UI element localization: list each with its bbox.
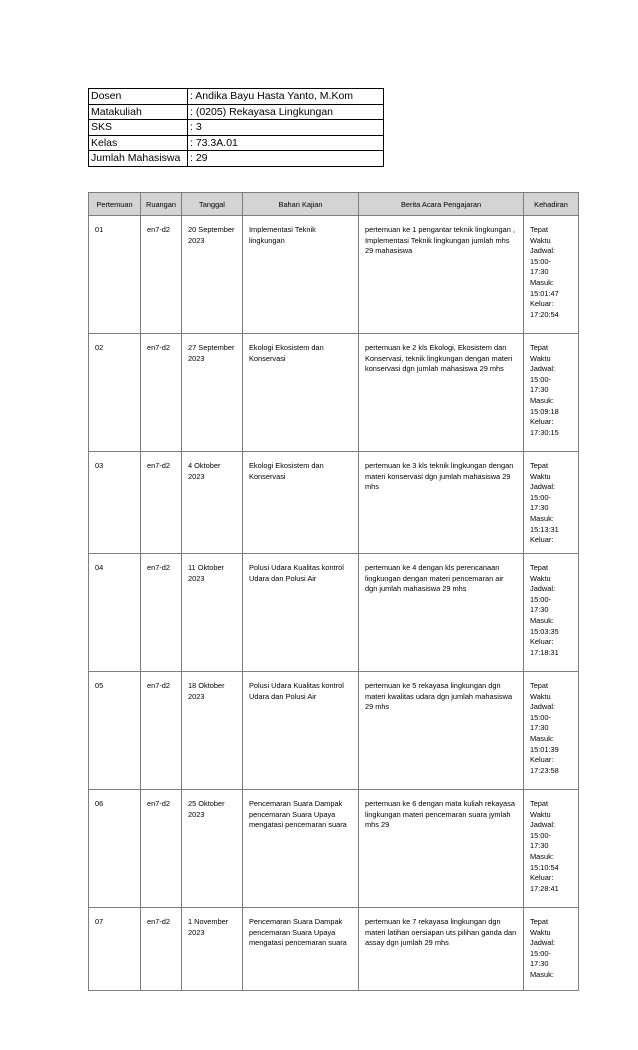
kehadiran-line: 15:00- <box>530 594 551 604</box>
bahan-kajian-cell: Pencemaran Suara Dampak pencemaran Suara Upaya mengatasi pencemaran suara <box>243 790 359 908</box>
berita-acara-cell: pertemuan ke 4 dengan kls perencanaan lingkungan dengan materi pencemaran air dgn jumlah mahasiswa 29 mhs <box>359 554 524 672</box>
kehadiran-line: 15:03:35 <box>530 626 559 636</box>
pertemuan-cell: 01 <box>89 216 141 334</box>
table-row <box>89 452 579 554</box>
ruangan-cell: en7-d2 <box>141 908 182 991</box>
sks-label: SKS <box>89 120 188 136</box>
header-bahan-kajian: Bahan Kajian <box>243 193 359 216</box>
kehadiran-cell <box>524 908 579 991</box>
kehadiran-line: Waktu <box>530 927 551 937</box>
kehadiran-line: 17:30 <box>530 385 549 395</box>
kehadiran-line: Waktu <box>530 809 551 819</box>
kehadiran-line: Waktu <box>530 353 551 363</box>
kehadiran-line: 17:28:41 <box>530 883 559 893</box>
kehadiran-line: 15:10:54 <box>530 862 559 872</box>
kehadiran-line: Tepat <box>530 225 549 234</box>
header-ruangan: Ruangan <box>141 193 182 216</box>
info-row-matakuliah <box>89 104 384 120</box>
matakuliah-label: Matakuliah <box>89 104 188 120</box>
kehadiran-line: Keluar: <box>530 873 554 883</box>
info-row-jumlah <box>89 151 384 167</box>
kehadiran-line: Keluar: <box>530 755 554 765</box>
tanggal-cell: 4 Oktober 2023 <box>182 452 243 554</box>
kehadiran-line: 17:30 <box>530 841 549 851</box>
kehadiran-line: 15:01:47 <box>530 288 559 298</box>
kehadiran-line: 15:00- <box>530 830 551 840</box>
attendance-body <box>89 216 579 991</box>
matakuliah-value: : (0205) Rekayasa Lingkungan <box>188 104 384 120</box>
dosen-value: : Andika Bayu Hasta Yanto, M.Kom <box>188 89 384 105</box>
table-row <box>89 790 579 908</box>
kehadiran-cell <box>524 452 579 554</box>
kehadiran-line: 15:01:39 <box>530 744 559 754</box>
kehadiran-line: 17:30:15 <box>530 427 559 437</box>
kehadiran-line: 17:30 <box>530 503 549 513</box>
kehadiran-line: 17:30 <box>530 959 549 969</box>
kehadiran-line: Masuk: <box>530 733 554 743</box>
attendance-table <box>88 192 579 991</box>
bahan-kajian-cell: Pencemaran Suara Dampak pencemaran Suara Upaya mengatasi pencemaran suara <box>243 908 359 991</box>
kehadiran-line: Masuk: <box>530 395 554 405</box>
kehadiran-line: Masuk: <box>530 277 554 287</box>
ruangan-cell: en7-d2 <box>141 216 182 334</box>
info-row-dosen <box>89 89 384 105</box>
dosen-label: Dosen <box>89 89 188 105</box>
kehadiran-line: 15:00- <box>530 374 551 384</box>
ruangan-cell: en7-d2 <box>141 452 182 554</box>
kelas-value: : 73.3A.01 <box>188 135 384 151</box>
kehadiran-cell <box>524 790 579 908</box>
kehadiran-line: Masuk: <box>530 615 554 625</box>
kehadiran-line: Waktu <box>530 691 551 701</box>
tanggal-cell: 25 Oktober 2023 <box>182 790 243 908</box>
kehadiran-line: Tepat <box>530 461 549 470</box>
kehadiran-cell <box>524 334 579 452</box>
kehadiran-line: 15:00- <box>530 256 551 266</box>
kehadiran-line: Tepat <box>530 343 549 352</box>
kehadiran-line: Masuk: <box>530 851 554 861</box>
tanggal-cell: 11 Oktober 2023 <box>182 554 243 672</box>
kehadiran-line: Tepat <box>530 681 549 690</box>
info-row-sks <box>89 120 384 136</box>
table-row <box>89 554 579 672</box>
kehadiran-line: Jadwal: <box>530 364 556 374</box>
kehadiran-line: 15:09:18 <box>530 406 559 416</box>
tanggal-cell: 18 Oktober 2023 <box>182 672 243 790</box>
kehadiran-line: Keluar: <box>530 637 554 647</box>
kehadiran-line: 17:30 <box>530 723 549 733</box>
tanggal-cell: 27 September 2023 <box>182 334 243 452</box>
kehadiran-line: 15:13:31 <box>530 524 559 534</box>
kehadiran-line: Keluar: <box>530 417 554 427</box>
kehadiran-cell <box>524 554 579 672</box>
table-row <box>89 216 579 334</box>
kehadiran-line: Jadwal: <box>530 820 556 830</box>
table-header-row <box>89 193 579 216</box>
pertemuan-cell: 05 <box>89 672 141 790</box>
kehadiran-line: Waktu <box>530 235 551 245</box>
pertemuan-cell: 07 <box>89 908 141 991</box>
kehadiran-line: Jadwal: <box>530 246 556 256</box>
kehadiran-line: Jadwal: <box>530 482 556 492</box>
kehadiran-line: Keluar: <box>530 535 554 545</box>
kehadiran-line: 17:18:31 <box>530 647 559 657</box>
kehadiran-line: 15:00- <box>530 948 551 958</box>
berita-acara-cell: pertemuan ke 3 kls teknik lingkungan dengan materi konservasi dgn jumlah mahasiswa 29 mhs <box>359 452 524 554</box>
kehadiran-line: Keluar: <box>530 299 554 309</box>
kehadiran-line: 15:00- <box>530 492 551 502</box>
table-row <box>89 672 579 790</box>
berita-acara-cell: pertemuan ke 7 rekayasa lingkungan dgn materi latihan oersiapan uts pilihan ganda dan assay dgn jumlah 29 mhs <box>359 908 524 991</box>
pertemuan-cell: 04 <box>89 554 141 672</box>
bahan-kajian-cell: Polusi Udara Kualitas kontrol Udara dan Polusi Air <box>243 672 359 790</box>
table-row <box>89 334 579 452</box>
kehadiran-line: Waktu <box>530 573 551 583</box>
kehadiran-line: 15:00- <box>530 712 551 722</box>
kehadiran-cell <box>524 216 579 334</box>
kehadiran-line: 17:30 <box>530 267 549 277</box>
bahan-kajian-cell: Ekologi Ekosistem dan Konservasi <box>243 452 359 554</box>
sks-value: : 3 <box>188 120 384 136</box>
header-berita-acara: Berita Acara Pengajaran <box>359 193 524 216</box>
kehadiran-line: 17:30 <box>530 605 549 615</box>
ruangan-cell: en7-d2 <box>141 790 182 908</box>
pertemuan-cell: 02 <box>89 334 141 452</box>
tanggal-cell: 1 November 2023 <box>182 908 243 991</box>
kehadiran-line: Waktu <box>530 471 551 481</box>
berita-acara-cell: pertemuan ke 6 dengan mata kuliah rekayasa lingkungan materi pencemaran suara jymlah mhs 29 <box>359 790 524 908</box>
jumlah-mahasiswa-label: Jumlah Mahasiswa <box>89 151 188 167</box>
kehadiran-line: Jadwal: <box>530 584 556 594</box>
course-info-table <box>88 88 384 167</box>
ruangan-cell: en7-d2 <box>141 672 182 790</box>
table-row <box>89 908 579 991</box>
header-kehadiran: Kehadiran <box>524 193 579 216</box>
kehadiran-line: Tepat <box>530 563 549 572</box>
ruangan-cell: en7-d2 <box>141 334 182 452</box>
kehadiran-line: Jadwal: <box>530 938 556 948</box>
kehadiran-line: Masuk: <box>530 969 554 979</box>
kehadiran-line: Jadwal: <box>530 702 556 712</box>
header-pertemuan: Pertemuan <box>89 193 141 216</box>
pertemuan-cell: 03 <box>89 452 141 554</box>
berita-acara-cell: pertemuan ke 2 kls Ekologi, Ekosistem dan Konservasi, teknik lingkungan dengan materi konservasi dgn jumlah mahasiswa 29 mhs <box>359 334 524 452</box>
info-row-kelas <box>89 135 384 151</box>
pertemuan-cell: 06 <box>89 790 141 908</box>
tanggal-cell: 20 September 2023 <box>182 216 243 334</box>
kehadiran-line: Tepat <box>530 917 549 926</box>
bahan-kajian-cell: Ekologi Ekosistem dan Konservasi <box>243 334 359 452</box>
ruangan-cell: en7-d2 <box>141 554 182 672</box>
kehadiran-line: Masuk: <box>530 513 554 523</box>
kelas-label: Kelas <box>89 135 188 151</box>
berita-acara-cell: pertemuan ke 5 rekayasa lingkungan dgn materi kwalitas udara dgn jumlah mahasiswa 29 mhs <box>359 672 524 790</box>
kehadiran-line: 17:20:54 <box>530 309 559 319</box>
jumlah-mahasiswa-value: : 29 <box>188 151 384 167</box>
kehadiran-line: Tepat <box>530 799 549 808</box>
bahan-kajian-cell: Polusi Udara Kualitas kontrol Udara dan Polusi Air <box>243 554 359 672</box>
bahan-kajian-cell: Implementasi Teknik lingkungan <box>243 216 359 334</box>
kehadiran-cell <box>524 672 579 790</box>
kehadiran-line: 17:23:58 <box>530 765 559 775</box>
header-tanggal: Tanggal <box>182 193 243 216</box>
berita-acara-cell: pertemuan ke 1 pengantar teknik lingkungan , Implementasi Teknik lingkungan jumlah mhs 29 mahasiswa <box>359 216 524 334</box>
